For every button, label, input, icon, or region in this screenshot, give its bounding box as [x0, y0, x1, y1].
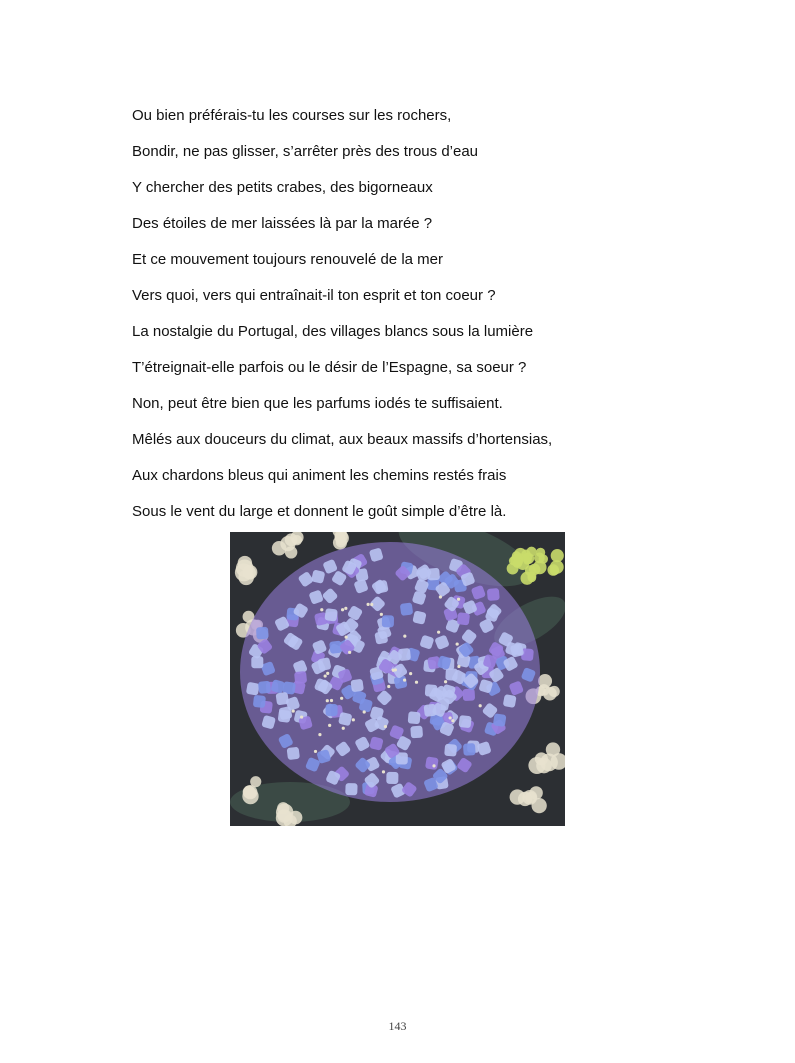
floret-center — [320, 608, 323, 611]
floret-shape — [336, 537, 346, 547]
floret-center — [344, 607, 347, 610]
poem-line: Aux chardons bleus qui animent les chemins restés frais — [132, 467, 507, 484]
floret-center — [292, 709, 295, 712]
petal-shape — [258, 681, 271, 694]
poem-line: Non, peut être bien que les parfums iodés te suffisaient. — [132, 395, 503, 412]
bud-shape — [550, 566, 559, 575]
floret-shape — [535, 752, 548, 765]
floret-center — [432, 764, 435, 767]
floret-center — [345, 636, 348, 639]
petal-shape — [503, 694, 517, 708]
floret-center — [479, 704, 482, 707]
petal-shape — [425, 756, 439, 770]
petal-shape — [463, 743, 476, 756]
bud-shape — [551, 549, 564, 562]
petal-shape — [444, 744, 457, 757]
floret-center — [352, 718, 355, 721]
floret-center — [451, 719, 454, 722]
floret-shape — [276, 809, 293, 826]
petal-shape — [246, 682, 260, 696]
floret-center — [341, 608, 344, 611]
floret-center — [300, 715, 303, 718]
floret-center — [384, 725, 387, 728]
floret-center — [403, 678, 406, 681]
petal-shape — [400, 602, 414, 616]
poem-line: Ou bien préférais-tu les courses sur les rochers, — [132, 107, 452, 124]
petal-shape — [287, 747, 300, 760]
poem-line: Bondir, ne pas glisser, s’arrêter près des trous d’eau — [132, 143, 479, 160]
petal-shape — [410, 726, 423, 739]
floret-center — [439, 595, 442, 598]
petal-shape — [294, 671, 307, 684]
floret-center — [314, 750, 317, 753]
poem-line: Y chercher des petits crabes, des bigorneaux — [132, 179, 433, 196]
floret-center — [328, 724, 331, 727]
petal-shape — [425, 684, 438, 697]
poem-line: T’étreignait-elle parfois ou le désir de l’Espagne, sa soeur ? — [132, 359, 527, 376]
floret-center — [324, 674, 327, 677]
floret-shape — [250, 776, 261, 787]
petal-shape — [345, 783, 357, 795]
floret-center — [457, 665, 460, 668]
floret-center — [449, 716, 452, 719]
floret-center — [340, 697, 343, 700]
floret-center — [330, 699, 333, 702]
petal-shape — [253, 695, 266, 708]
floret-center — [342, 727, 345, 730]
petal-shape — [382, 615, 394, 627]
floret-shape — [247, 789, 257, 799]
petal-shape — [324, 608, 338, 622]
floret-center — [415, 681, 418, 684]
floret-center — [370, 603, 373, 606]
bud-shape — [513, 558, 523, 568]
petal-shape — [350, 679, 364, 693]
floret-center — [409, 672, 412, 675]
floret-shape — [285, 533, 298, 546]
floret-center — [380, 613, 383, 616]
petal-shape — [487, 588, 500, 601]
bud-shape — [523, 557, 531, 565]
petal-shape — [326, 704, 338, 716]
floret-center — [437, 631, 440, 634]
floret-center — [326, 672, 329, 675]
petal-shape — [386, 772, 398, 784]
poem-line: Et ce mouvement toujours renouvelé de la mer — [132, 251, 443, 268]
floret-center — [457, 598, 460, 601]
poem-line: La nostalgie du Portugal, des villages blancs sous la lumière — [132, 323, 534, 340]
petal-shape — [408, 711, 421, 724]
petal-shape — [374, 631, 388, 645]
floret-shape — [510, 789, 525, 804]
poem-line: Mêlés aux douceurs du climat, aux beaux massifs d’hortensias, — [132, 431, 553, 448]
petal-shape — [493, 713, 507, 727]
floret-center — [394, 668, 397, 671]
petal-shape — [445, 668, 458, 681]
poem-line: Sous le vent du large et donnent le goût simple d’être là. — [132, 503, 507, 520]
hydrangea-illustration — [230, 532, 565, 826]
poem-line: Des étoiles de mer laissées là par la marée ? — [132, 215, 433, 232]
floret-center — [348, 651, 351, 654]
floret-center — [403, 635, 406, 638]
poem-text — [132, 98, 732, 530]
petal-shape — [457, 612, 470, 625]
petal-shape — [375, 580, 389, 594]
poem-line: Vers quoi, vers qui entraînait-il ton esprit et ton coeur ? — [132, 287, 496, 304]
petal-shape — [276, 692, 290, 706]
page-number: 143 — [388, 1019, 407, 1033]
petal-shape — [278, 709, 291, 722]
floret-center — [387, 685, 390, 688]
floret-shape — [235, 563, 253, 581]
hydrangea-photo — [230, 532, 565, 826]
floret-center — [318, 733, 321, 736]
floret-center — [363, 710, 366, 713]
floret-center — [444, 680, 447, 683]
floret-center — [326, 699, 329, 702]
petal-shape — [463, 688, 476, 701]
petal-shape — [459, 715, 472, 728]
floret-shape — [532, 798, 547, 813]
floret-center — [382, 770, 385, 773]
floret-shape — [272, 541, 287, 556]
floret-center — [456, 642, 459, 645]
floret-shape — [285, 546, 297, 558]
floret-shape — [549, 686, 560, 697]
petal-shape — [251, 656, 263, 668]
bud-shape — [534, 553, 545, 564]
floret-shape — [529, 786, 542, 799]
floret-center — [367, 603, 370, 606]
petal-shape — [256, 627, 269, 640]
bud-shape — [520, 572, 533, 585]
